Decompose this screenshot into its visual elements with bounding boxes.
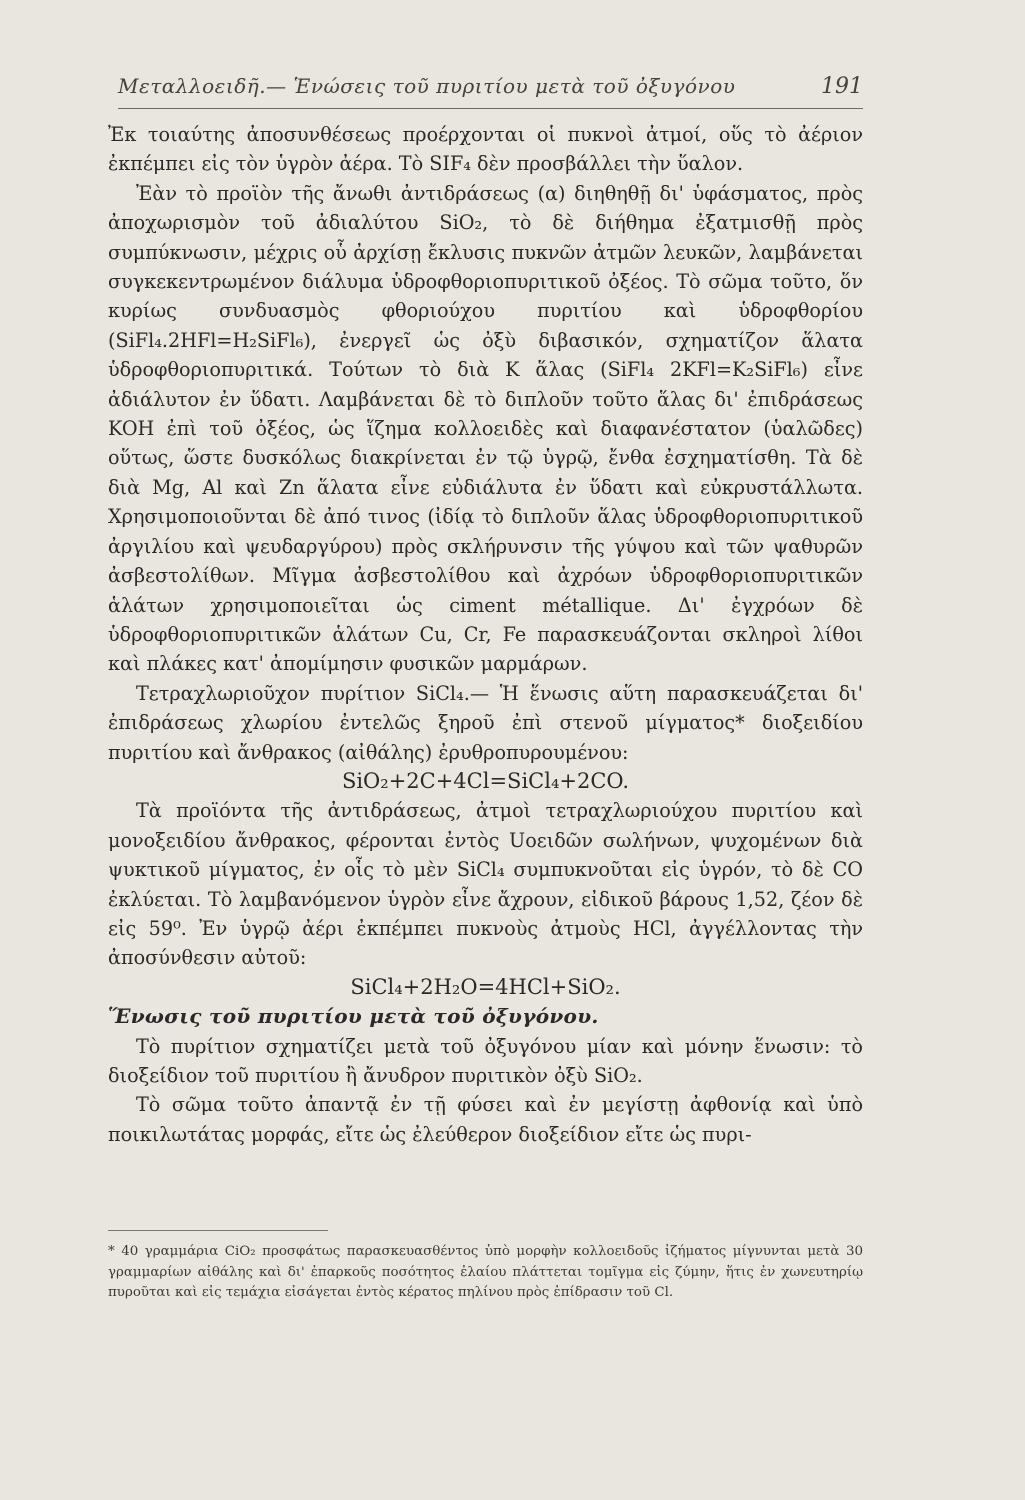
paragraph-nature: Τὸ σῶμα τοῦτο ἀπαντᾷ ἐν τῇ φύσει καὶ ἐν μεγίστῃ ἀφθονίᾳ καὶ ὑπὸ ποικιλωτάτας μορφάς, εἴτε ὡς ἐλεύθερον διοξείδιον εἴτε ὡς πυρι- [108,1093,863,1146]
paragraph-1: Ἐκ τοιαύτης ἀποσυνθέσεως προέρχονται οἱ πυκνοὶ ἀτμοί, οὕς τὸ ἀέριον ἐκπέμπει εἰς τὸν ὑγρὸν ἀέρα. Τὸ SIF₄ δὲν προσβάλλει τὴν ὕαλον. [108,123,863,176]
footnote: * 40 γραμμάρια CiO₂ προσφάτως παρασκευασθέντος ὑπὸ μορφὴν κολλοειδοῦς ἰζήματος μίγνυνται μετὰ 30 γραμμαρίων αἰθάλης καὶ δι' ἐπαρκοῦς ποσότητος ἐλαίου πλάττεται τομῖγμα εἰς ζύμην, ἥτις ἐν χωνευτηρίῳ πυροῦται καὶ εἰς τεμάχια εἰσάγεται ἐντὸς κέρατος πηλίνου πρὸς ἐπίδρασιν τοῦ Cl. [108,1244,863,1300]
running-header [118,74,863,104]
page-body [108,120,863,1149]
paragraph-sicl4: Τετραχλωριοῦχον πυρίτιον SiCl₄.— Ἡ ἕνωσις αὕτη παρασκευάζεται δι' ἐπιδράσεως χλωρίου ἐντελῶς ξηροῦ ἐπὶ στενοῦ μίγματος* διοξειδίου πυριτίου καὶ ἄνθρακος (αἰθάλης) ἐρυθροπυρουμένου: [108,681,863,764]
page-number: 191 [821,74,863,99]
equation-1: SiO₂+2C+4Cl=SiCl₄+2CO. [341,768,630,793]
equation-2: SiCl₄+2H₂O=4HCl+SiO₂. [350,974,621,999]
paragraph-products: Τὰ προϊόντα τῆς ἀντιδράσεως, ἀτμοὶ τετραχλωριούχου πυριτίου καὶ μονοξειδίου ἄνθρακος, φέρονται ἐντὸς Uοειδῶν σωλήνων, ψυχομένων διὰ ψυκτικοῦ μίγματος, ἐν οἷς τὸ μὲν SiCl₄ συμπυκνοῦται εἰς ὑγρόν, τὸ δὲ CO ἐκλύεται. Τὸ λαμβανόμενον ὑγρὸν εἶνε ἄχρουν, εἰδικοῦ βάρους 1,52, ζέον δὲ εἰς 59⁰. Ἐν ὑγρῷ ἀέρι ἐκπέμπει πυκνοὺς ἀτμοὺς HCl, ἀγγέλλοντας τὴν ἀποσύνθεσιν αὐτοῦ: [108,799,863,970]
header-rule [118,108,863,109]
paragraph-2: Ἐὰν τὸ προϊὸν τῆς ἄνωθι ἀντιδράσεως (α) διηθηθῇ δι' ὑφάσματος, πρὸς ἀποχωρισμὸν τοῦ ἀδιαλύτου SiO₂, τὸ δὲ διήθημα ἐξατμισθῇ πρὸς συμπύκνωσιν, μέχρις οὗ ἀρχίσῃ ἔκλυσις πυκνῶν ἀτμῶν λευκῶν, λαμβάνεται συγκεκεντρωμένον διάλυμα ὑδροφθοριοπυριτικοῦ ὀξέος. Τὸ σῶμα τοῦτο, ὅν κυρίως συνδυασμὸς φθοριούχου πυριτίου καὶ ὑδροφθορίου (SiFl₄.2HFl=H₂SiFl₆), ἐνεργεῖ ὡς ὀξὺ διβασικόν, σχηματίζον ἅλατα ὑδροφθοριοπυριτικά. Τούτων τὸ διὰ K ἅλας (SiFl₄ 2KFl=K₂SiFl₆) εἶνε ἀδιάλυτον ἐν ὕδατι. Λαμβάνεται δὲ τὸ διπλοῦν τοῦτο ἅλας δι' ἐπιδράσεως KOH ἐπὶ τοῦ ὀξέος, ὡς ἵζημα κολλοειδὲς καὶ διαφανέστατον (ὑαλῶδες) οὕτως, ὥστε δυσκόλως διακρίνεται ἐν τῷ ὑγρῷ, ἔνθα ἐσχηματίσθη. Τὰ δὲ διὰ Mg, Al καὶ Zn ἅλατα εἶνε εὐδιάλυτα ἐν ὕδατι καὶ εὐκρυστάλλωτα. Χρησιμοποιοῦνται δὲ ἀπό τινος (ἰδίᾳ τὸ διπλοῦν ἅλας ὑδροφθοριοπυριτικοῦ ἀργιλίου καὶ ψευδαργύρου) πρὸς σκλήρυνσιν τῆς γύψου καὶ τῶν ψαθυρῶν ἀσβεστολίθων. Μῖγμα ἀσβεστολίθου καὶ ἀχρόων ὑδροφθοριοπυριτικῶν ἁλάτων χρησιμοποιεῖται ὡς ciment métallique. Δι' ἐγχρόων δὲ ὑδροφθοριοπυριτικῶν ἁλάτων Cu, Cr, Fe παρασκευάζονται σκληροὶ λίθοι καὶ πλάκες κατ' ἀπομίμησιν φυσικῶν μαρμάρων. [108,181,863,676]
section-heading: Ἕνωσις τοῦ πυριτίου μετὰ τοῦ ὀξυγόνου. [108,1004,599,1029]
paragraph-oxygen: Τὸ πυρίτιον σχηματίζει μετὰ τοῦ ὀξυγόνου μίαν καὶ μόνην ἕνωσιν: τὸ διοξείδιον τοῦ πυριτίου ἢ ἄνυδρον πυριτικὸν ὀξὺ SiO₂. [108,1034,863,1087]
running-title: Μεταλλοειδῆ.— Ἑνώσεις τοῦ πυριτίου μετὰ τοῦ ὀξυγόνου [118,74,736,98]
footnote-rule [108,1230,328,1231]
